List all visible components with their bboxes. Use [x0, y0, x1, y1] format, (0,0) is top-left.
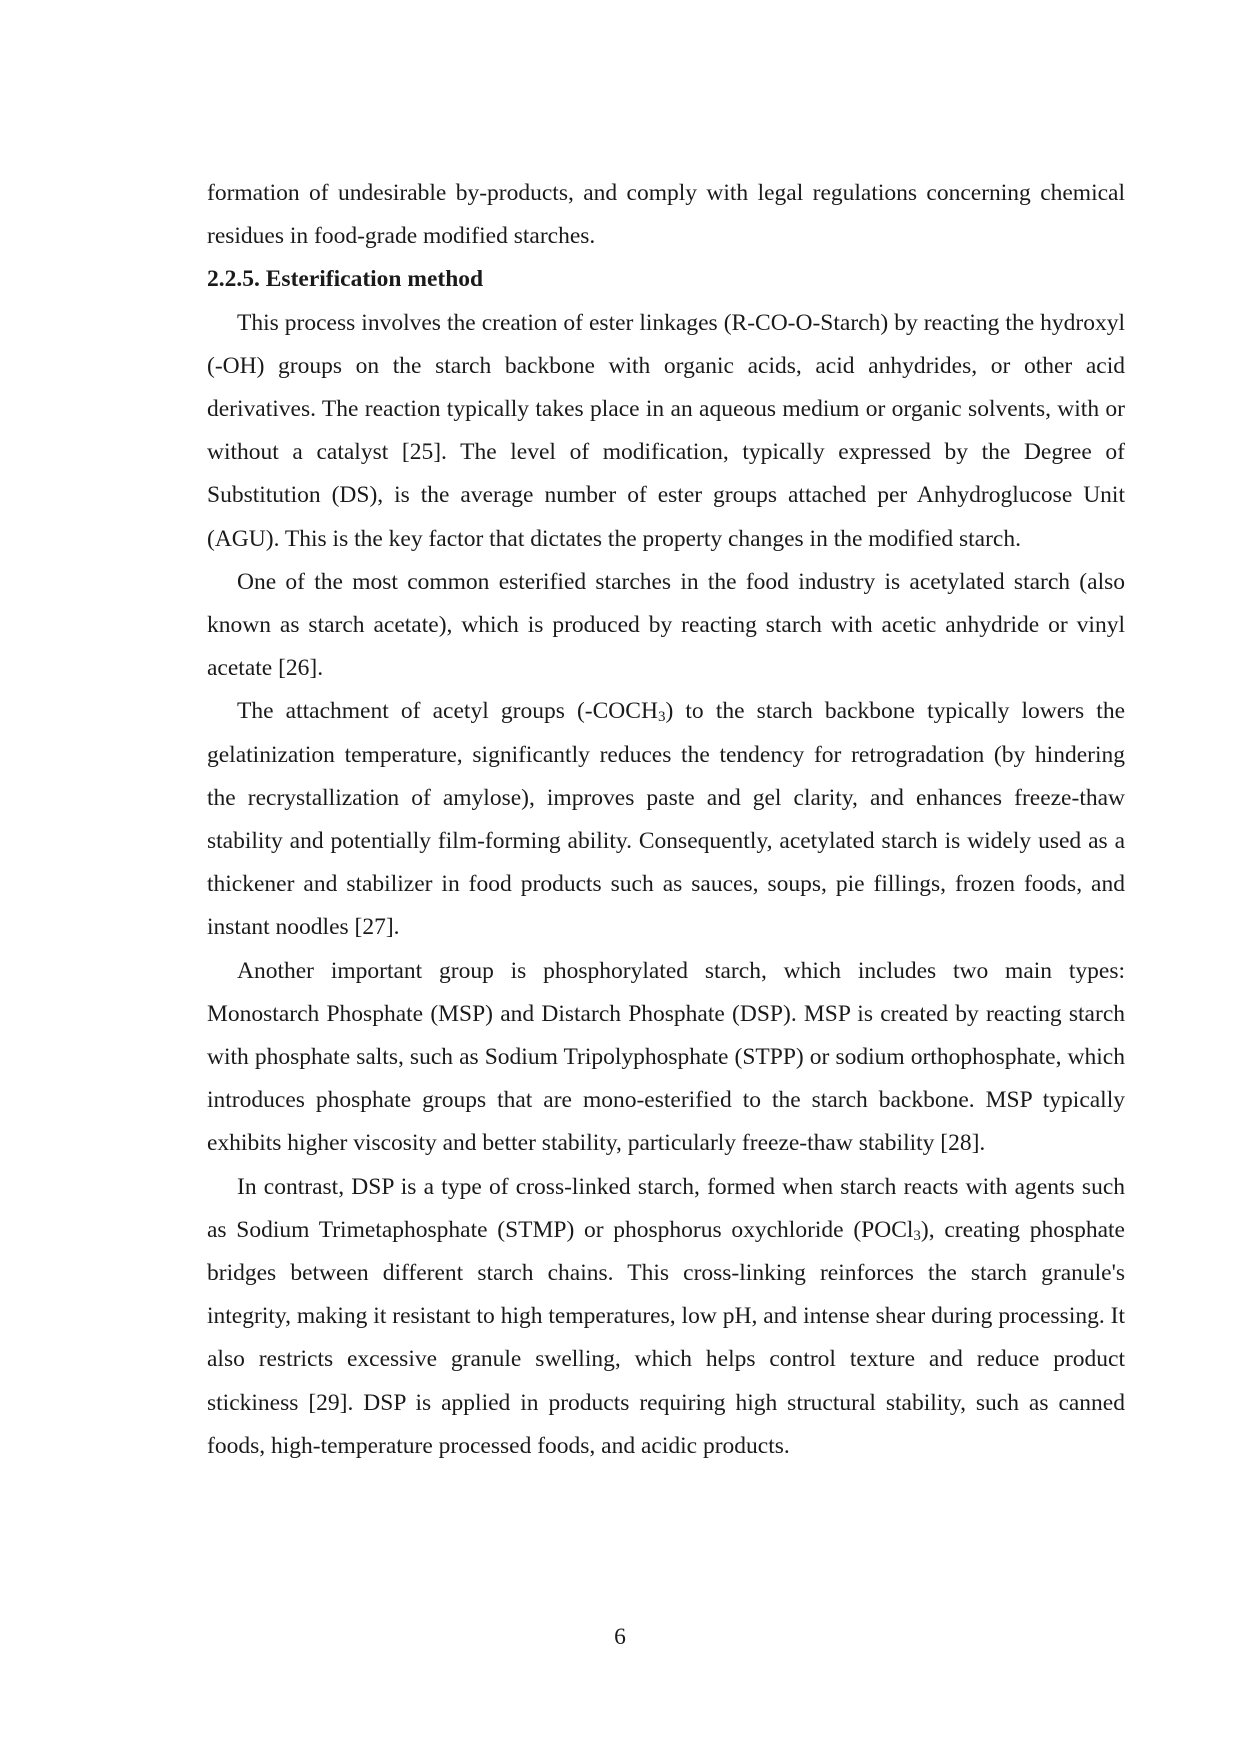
paragraph-esterification-overview: This process involves the creation of ester linkages (R-CO-O-Starch) by reacting the hydroxyl (-OH) groups on the starch backbone with organic acids, acid anhydrides, or other acid derivatives. The reaction typically takes place in an aqueous medium or organic solvents, with or without a catalyst [25]. The level of modification, typically expressed by the Degree of Substitution (DS), is the average number of ester groups attached per Anhydroglucose Unit (AGU). This is the key factor that dictates the property changes in the modified starch. — [207, 309, 1125, 552]
continuation-paragraph: formation of undesirable by-products, and comply with legal regulations concerning chemical residues in food-grade modified starches. — [207, 180, 1125, 250]
page-body — [207, 172, 1125, 1468]
text-segment: The attachment of acetyl groups (-COCH — [237, 698, 658, 725]
section-heading: 2.2.5. Esterification method — [207, 266, 484, 293]
paragraph-acetylated-starch: One of the most common esterified starches in the food industry is acetylated starch (also known as starch acetate), which is produced by reacting starch with acetic anhydride or vinyl acetate [26]. — [207, 568, 1125, 682]
text-segment: In contrast, DSP is a type of cross-linked starch, formed when starch reacts with agents such as Sodium Trimetaphosphate (STMP) or phosphorus oxychloride (POCl — [207, 1173, 1125, 1243]
subscript: 3 — [913, 1227, 921, 1244]
paragraph-phosphorylated-starch: Another important group is phosphorylated starch, which includes two main types: Monostarch Phosphate (MSP) and Distarch Phosphate (DSP). MSP is created by reacting starch with phosphate salts, such as Sodium Tripolyphosphate (STPP) or sodium orthophosphate, which introduces phosphate groups that are mono-esterified to the starch backbone. MSP typically exhibits higher viscosity and better stability, particularly freeze-thaw stability [28]. — [207, 957, 1125, 1157]
paragraph-acetyl-groups — [207, 690, 1125, 949]
subscript: 3 — [657, 709, 666, 726]
text-segment: ), creating phosphate bridges between different starch chains. This cross-linking reinforces the starch granule's integrity, making it resistant to high temperatures, low pH, and intense shear during processing. It also restricts excessive granule swelling, which helps control texture and reduce product stickiness [29]. DSP is applied in products requiring high structural stability, such as canned foods, high-temperature processed foods, and acidic products. — [207, 1216, 1125, 1459]
paragraph-distarch-phosphate — [207, 1166, 1125, 1468]
page-number: 6 — [614, 1624, 626, 1650]
text-segment: ) to the starch backbone typically lowers the gelatinization temperature, significantly reduces the tendency for retrogradation (by hindering the recrystallization of amylose), improves paste and gel clarity, and enhances freeze-thaw stability and potentially film-forming ability. Consequently, acetylated starch is widely used as a thickener and stabilizer in food products such as sauces, soups, pie fillings, frozen foods, and instant noodles [27]. — [207, 698, 1125, 941]
